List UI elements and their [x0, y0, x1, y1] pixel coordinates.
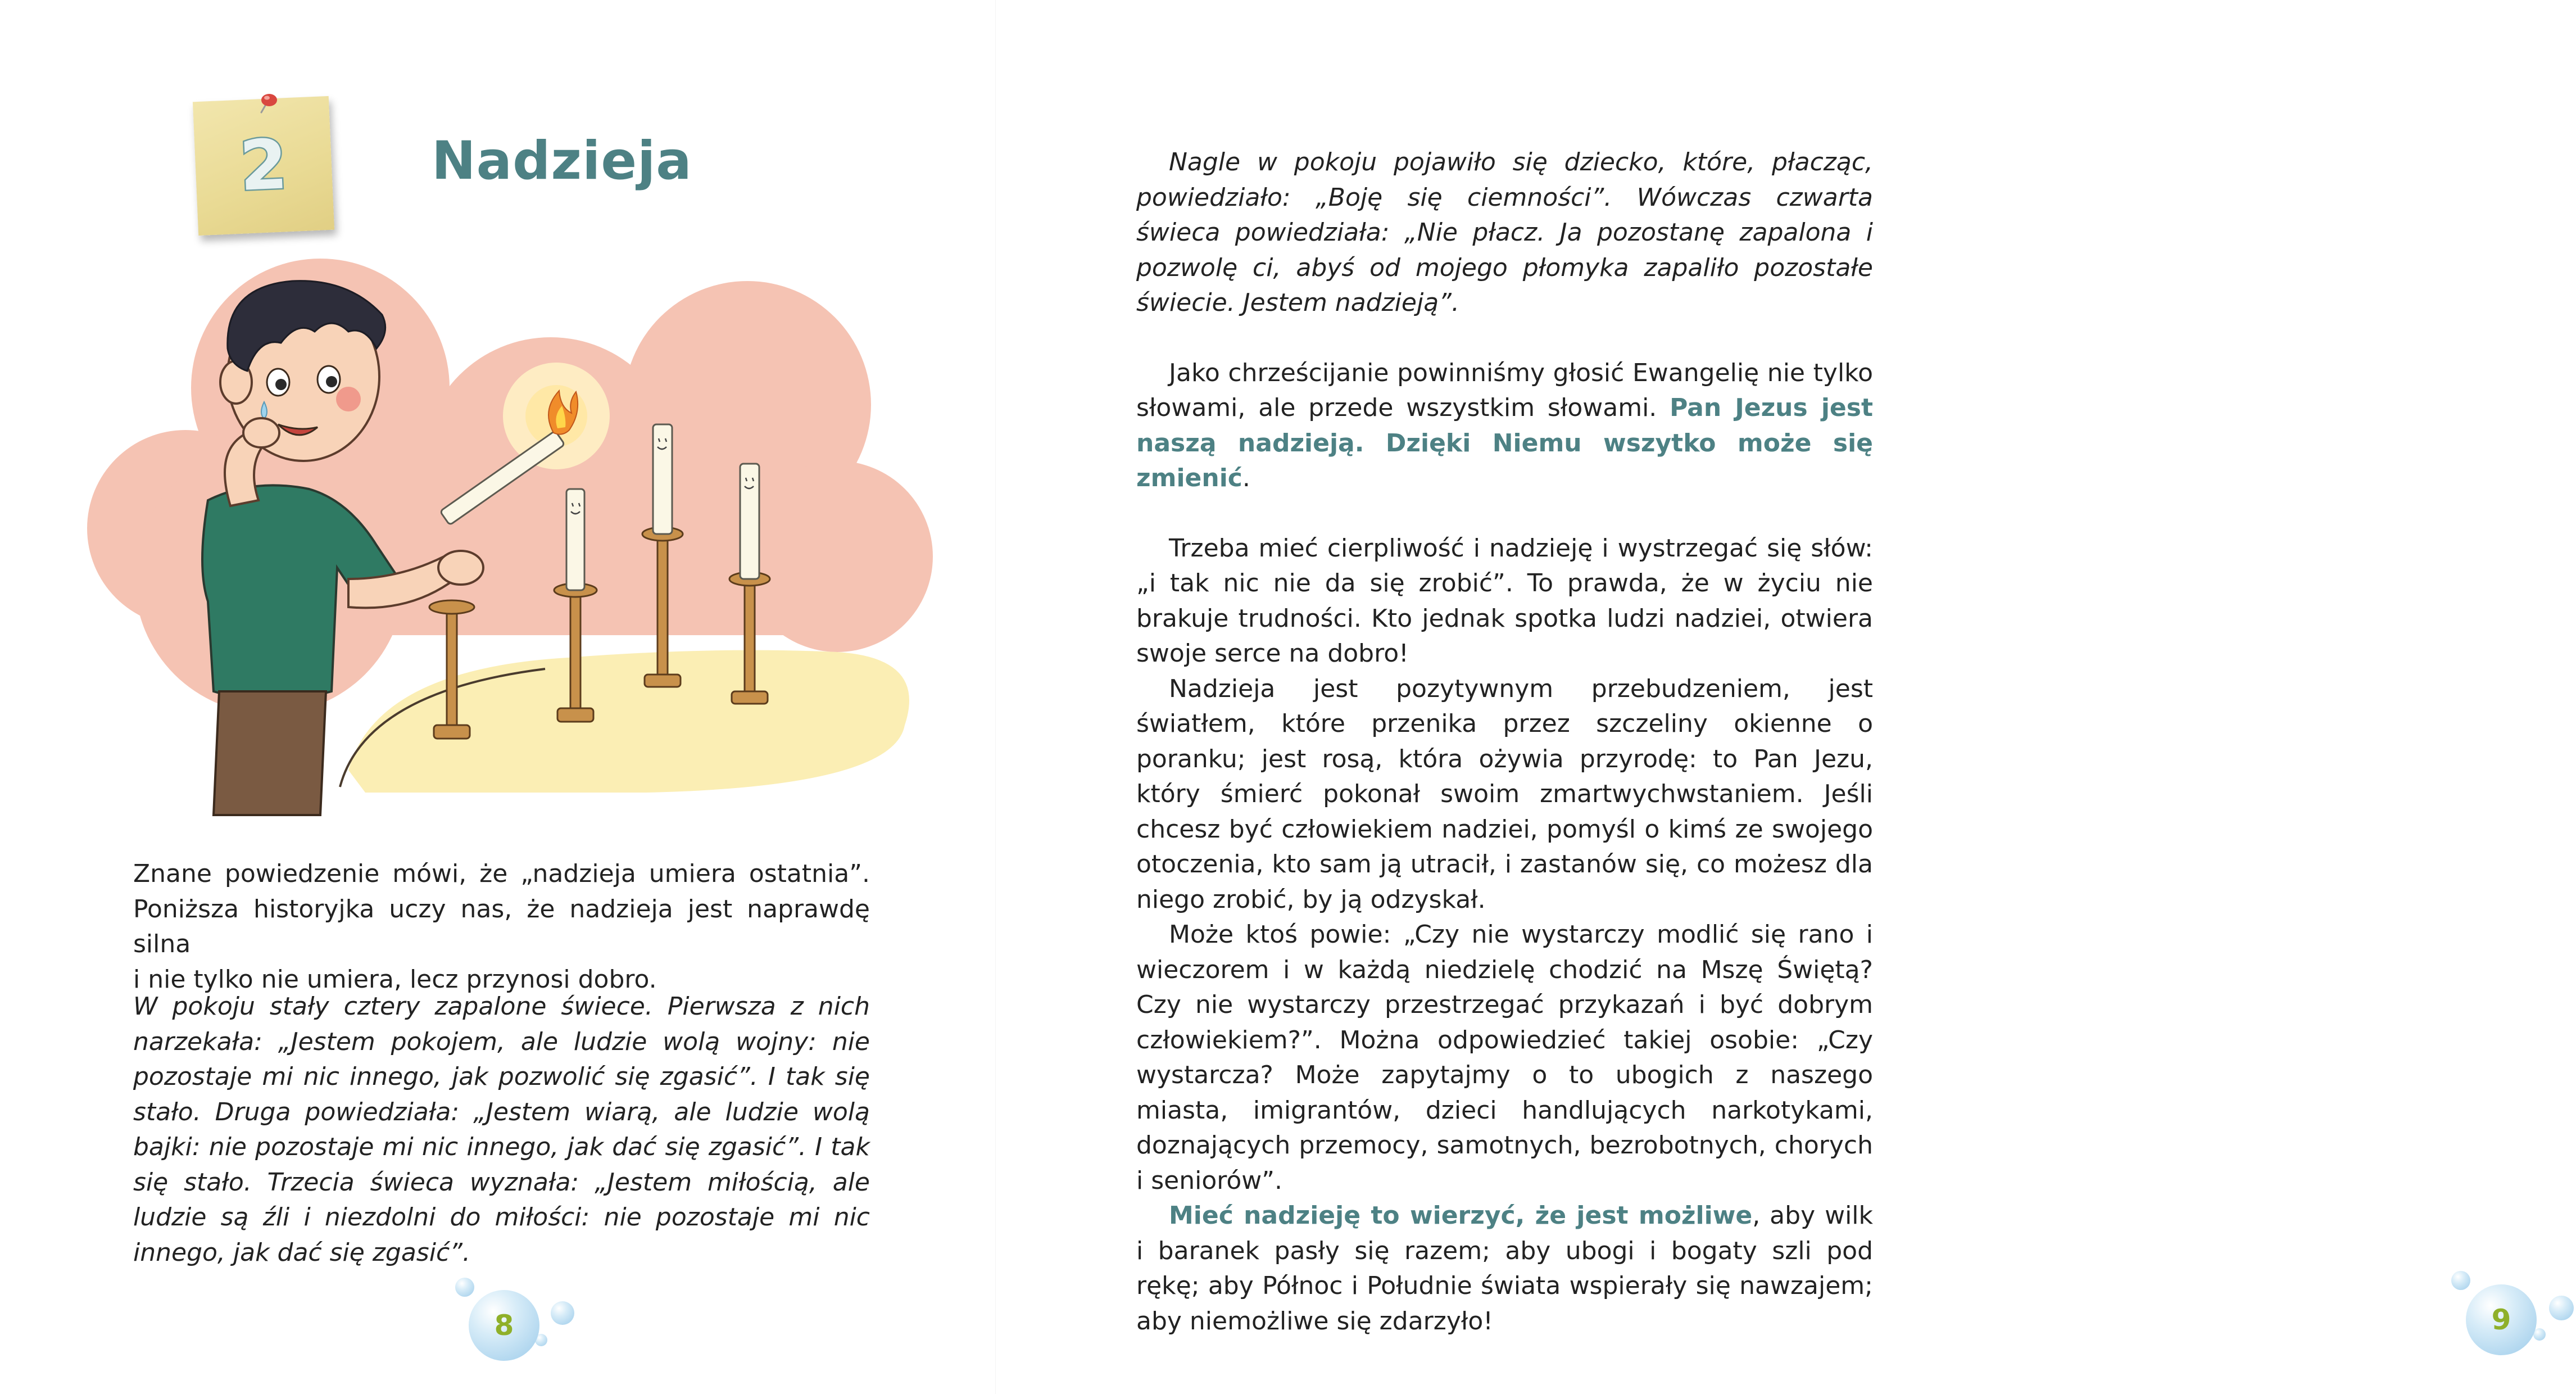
question-paragraph: Może ktoś powie: „Czy nie wystarczy modlić się rano i wieczorem i w każdą niedzielę chodzić na Mszę Świętą? Czy nie wystarczy przestrzegać przykazań i być dobrym człowiekiem?”. Można odpowiedzieć takiej osobie: „Czy wystarcza? Może zapytajmy o to ubogich z naszego miasta, imigrantów, dzieci handlujących narkotykami, doznających przemocy, samotnych, bezrobotnych, chorych i seniorów”. [1136, 920, 1873, 1195]
highlight-hope-believe: Mieć nadzieję to wierzyć, że jest możliwe [1169, 1201, 1753, 1230]
intro-line-1: Znane powiedzenie mówi, że „nadzieja umiera ostatnia”. [133, 859, 870, 888]
chapter-number: 2 [238, 124, 289, 206]
highlight-jesus-hope: Pan Jezus jest naszą nadzieją. Dzięki Niemu wszytko może się zmienić [1136, 393, 1873, 492]
story-paragraph [133, 989, 870, 1270]
page-number-badge [444, 1268, 579, 1380]
closing-paragraph [1136, 1198, 1873, 1339]
push-pin-icon [256, 90, 280, 115]
boy-lighting-candles-illustration [84, 264, 927, 815]
intro-paragraph [133, 857, 870, 997]
page-number-badge [2441, 1262, 2576, 1374]
page-number: 8 [494, 1309, 514, 1342]
patience-paragraph: Trzeba mieć cierpliwość i nadzieję i wystrzegać się słów: „i tak nic nie da się zrobić”. To prawda, że w życiu nie brakuje trudności. Kto jednak spotka ludzi nadziei, otwiera swoje serce na dobro! [1136, 533, 1873, 668]
hope-definition-paragraph: Nadzieja jest pozytywnym przebudzeniem, jest światłem, które przenika przez szczeliny okienne o poranku; jest rosą, która ożywia przyrodę: to Pan Jezu, który śmierć pokonał swoim zmartwychwstaniem. Jeśli chcesz być człowiekiem nadziei, pomyśl o kimś ze swojego otoczenia, kto sam ją utracił, i zastanów się, co możesz dla niego zrobić, by ją odzyskał. [1136, 674, 1873, 914]
bubble-decoration [551, 1301, 574, 1325]
chapter-title: Nadzieja [432, 130, 692, 192]
intro-line-3: i nie tylko nie umiera, lecz przynosi dobro. [133, 965, 657, 994]
paragraph-gap [1136, 321, 1873, 356]
page-number: 9 [2491, 1304, 2511, 1336]
story-ending-paragraph: Nagle w pokoju pojawiło się dziecko, które, płacząc, powiedziało: „Boję się ciemności”. Wówczas czwarta świeca powiedziała: „Nie płacz. Ja pozostanę zapalona i pozwolę ci, abyś od mojego płomyka zapaliło pozostałe świecie. Jestem nadzieją”. [1136, 148, 1873, 317]
christian-paragraph-text: Jako chrześcijanie powinniśmy głosić Ewangelię nie tylko słowami, ale przede wszystkim słowami. [1136, 358, 1873, 422]
intro-line-2: Poniższa historyjka uczy nas, że nadzieja jest naprawdę silna [133, 894, 870, 958]
sticky-note [193, 96, 334, 236]
christian-paragraph-end: . [1242, 464, 1250, 492]
paragraph-gap [1136, 496, 1873, 531]
left-page [0, 0, 995, 1394]
christian-paragraph [1136, 356, 1873, 496]
bubble-decoration [2549, 1296, 2574, 1320]
right-page [996, 0, 2511, 1394]
closing-paragraph-text: , aby wilk i baranek pasły się razem; aby ubogi i bogaty szli pod rękę; aby Północ i Południe świata wspierały się nawzajem; aby niemożliwe się zdarzyło! [1136, 1201, 1873, 1336]
right-page-text [1136, 145, 1873, 1339]
story-text: W pokoju stały cztery zapalone świece. Pierwsza z nich narzekała: „Jestem pokojem, ale ludzie wolą wojny: nie pozostaje mi nic innego, jak pozwolić się zgasić”. I tak się stało. Druga powiedziała: „Jestem wiarą, ale ludzie wolą bajki: nie pozostaje mi nic innego, jak dać się zgasić”. I tak się stało. Trzecia świeca wyznała: „Jestem miłością, ale ludzie są źli i niezdolni do miłości: nie pozostaje mi nic innego, jak dać się zgasić”. [133, 992, 870, 1267]
